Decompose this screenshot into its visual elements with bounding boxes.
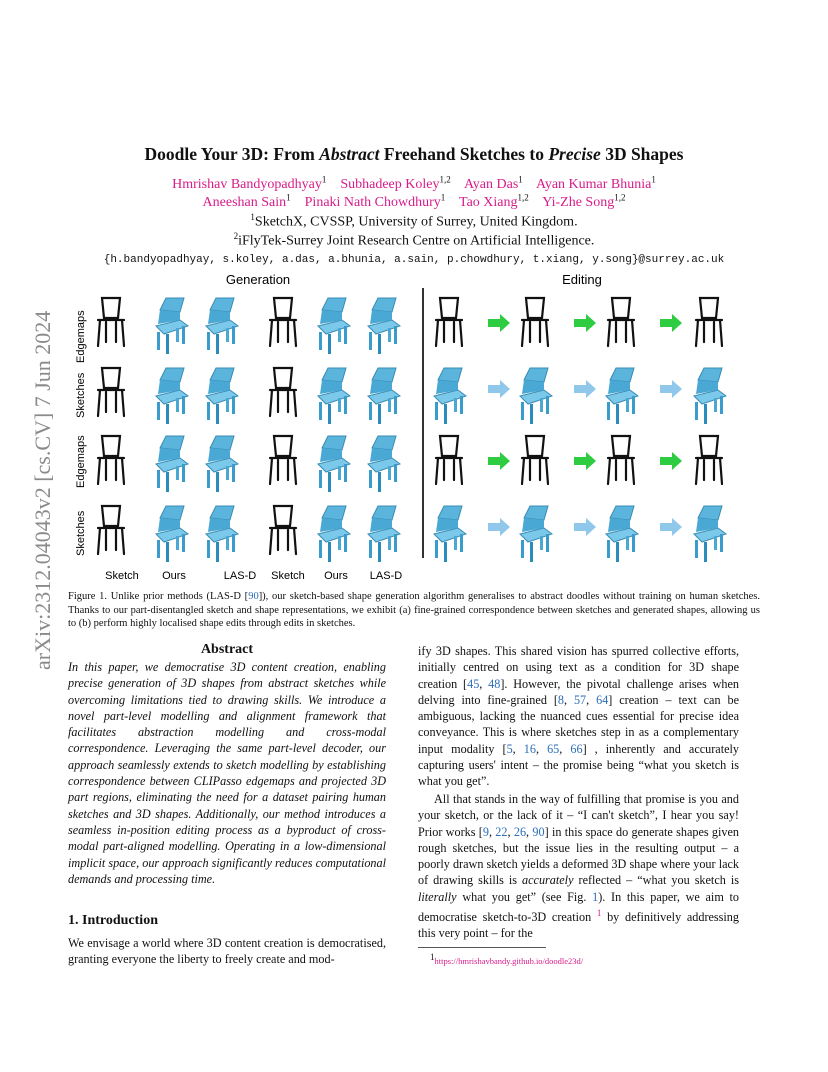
editing-row: [434, 506, 726, 562]
arxiv-stamp: [22, 300, 62, 700]
citation-link[interactable]: 66: [570, 741, 583, 756]
figure-caption: Figure 1. Unlike prior methods (LAS-D [90]), our sketch-based shape generation algorithm generalises to abstract doodles without training on human sketches. Thanks to our part-disentangled sketch and shape representations, we exhibit (a) fine-grained correspondence between sketches and generated shapes, allowing us to (b) perform highly localised shape edits through edits in sketches.: [68, 591, 760, 629]
affiliation: $^1$SketchX, CVSSP, University of Surrey, United Kingdom.: [250, 212, 578, 230]
abstract-text: In this paper, we democratise 3D content creation, enabling precise generation of 3D shapes from abstract sketches while overcoming limitations tied to drawing skills. We introduce a novel part-level modelling and alignment framework that facilitates abstraction modelling and cross-modal correspondence. Leveraging the same part-level decoder, our approach seamlessly extends to sketch modelling by establishing correspondence between CLIPasso edgemaps and projected 3D part regions, eliminating the need for a dataset pairing human sketches and 3D shapes. Additionally, our method introduces a seamless in-position editing process as a byproduct of cross-modal part-aligned modelling. Operating in a low-dimensional implicit space, our approach significantly reduces computational demands and processing time.: [68, 660, 386, 886]
author-line-1: [0, 174, 828, 193]
citation-link[interactable]: 48: [488, 676, 501, 691]
citation-link[interactable]: 90: [532, 824, 545, 839]
citation-link[interactable]: 90: [248, 591, 259, 602]
generation-row: [98, 506, 400, 562]
body-paragraph: All that stands in the way of fulfilling that promise is you and your sketch, or the lack of it – “I can't sketch”, I hear you say! Prior works [9, 22, 26, 90] in this space do generate shapes given rough sketches, but the issue lies in the resulting output – a poorly drawn sketch yields a deformed 3D shape where your lack of drawing skills is accurately reflected – “what you sketch is literally what you get” (see Fig. 1). In this paper, we aim to democratise sketch-to-3D creation $^1$ by definitively addressing this very point – for the: [418, 792, 739, 941]
title-part: Freehand Sketches to: [379, 144, 549, 164]
introduction-heading: 1. Introduction: [68, 913, 158, 928]
editing-label: Editing: [562, 272, 602, 287]
citation-link[interactable]: 57: [573, 692, 587, 707]
affiliation: $^2$iFlyTek-Surrey Joint Research Centre on Artificial Intelligence.: [233, 231, 595, 249]
body-paragraph: ify 3D shapes. This shared vision has spurred collective efforts, initially centred on using text as a condition for 3D shape creation [45, 48]. However, the pivotal challenge arises when delving into fine-grained [8, 57, 64] creation – text can be ambiguous, lacking the nuanced cues essential for precise idea conveyance. This is where sketches step in as a complementary input modality [5, 16, 65, 66] , inherently and accurately capturing users' intent – the promise being “what you sketch is what you get”.: [418, 644, 739, 789]
citation-link[interactable]: 8: [557, 692, 564, 707]
citation-link[interactable]: 64: [596, 692, 609, 707]
author: Tao Xiang$^{1,2}$: [459, 192, 529, 210]
col-label: Sketch: [271, 570, 305, 582]
col-label: LAS-D: [369, 570, 403, 582]
footnote-rule: [418, 947, 546, 948]
author: Aneeshan Sain$^1$: [202, 192, 291, 210]
author: Ayan Das$^1$: [463, 174, 523, 192]
abstract-heading: Abstract: [200, 642, 254, 657]
col-label: Ours: [324, 570, 348, 582]
author: Subhadeep Koley$^{1,2}$: [340, 174, 451, 192]
row-label: Sketches: [75, 372, 87, 418]
editing-row: [436, 298, 722, 346]
author: Hmrishav Bandyopadhyay$^1$: [172, 174, 327, 192]
paper-title: [0, 144, 828, 165]
row-label: Sketches: [75, 510, 87, 556]
generation-row: [98, 368, 400, 424]
title-emphasis: Precise: [548, 144, 601, 164]
author: Pinaki Nath Chowdhury$^1$: [304, 192, 446, 210]
author: Yi-Zhe Song$^{1,2}$: [542, 192, 626, 210]
title-part: 3D Shapes: [600, 144, 684, 164]
citation-link[interactable]: 65: [547, 741, 560, 756]
col-label: Sketch: [105, 570, 139, 582]
col-label: Ours: [162, 570, 186, 582]
editing-row: [434, 368, 726, 424]
citation-link[interactable]: 9: [482, 824, 489, 839]
generation-row: [98, 436, 400, 492]
citation-link[interactable]: 22: [495, 824, 508, 839]
col-label: LAS-D: [223, 570, 257, 582]
row-label: Edgemaps: [75, 435, 87, 488]
row-label: Edgemaps: [75, 310, 87, 363]
citation-link[interactable]: 5: [506, 741, 513, 756]
footnote: $^1$https://hmrishavbandy.github.io/doodle23d/: [430, 952, 584, 966]
generation-row: [98, 298, 400, 354]
figure-link[interactable]: 1: [592, 889, 599, 904]
editing-row: [436, 436, 722, 484]
footnote-marker[interactable]: 1: [596, 908, 602, 919]
arxiv-id: arXiv:2312.04043v2 [cs.CV] 7 Jun 2024: [30, 310, 55, 670]
email-list: {h.bandyopadhyay, s.koley, a.das, a.bhunia, a.sain, p.chowdhury, t.xiang, y.song}@surrey.ac.uk: [103, 254, 725, 266]
footnote-link[interactable]: https://hmrishavbandy.github.io/doodle23d/: [434, 955, 584, 966]
citation-link[interactable]: 45: [467, 676, 480, 691]
title-emphasis: Abstract: [319, 144, 380, 164]
figure-1: [68, 268, 760, 584]
author-line-2: [0, 192, 828, 211]
generation-label: Generation: [225, 272, 291, 287]
citation-link[interactable]: 16: [523, 741, 536, 756]
intro-paragraph: We envisage a world where 3D content creation is democratised, granting everyone the liberty to freely create and mod-: [68, 936, 386, 967]
citation-link[interactable]: 26: [513, 824, 527, 839]
author: Ayan Kumar Bhunia$^1$: [536, 174, 656, 192]
title-part: Doodle Your 3D: From: [144, 144, 320, 164]
